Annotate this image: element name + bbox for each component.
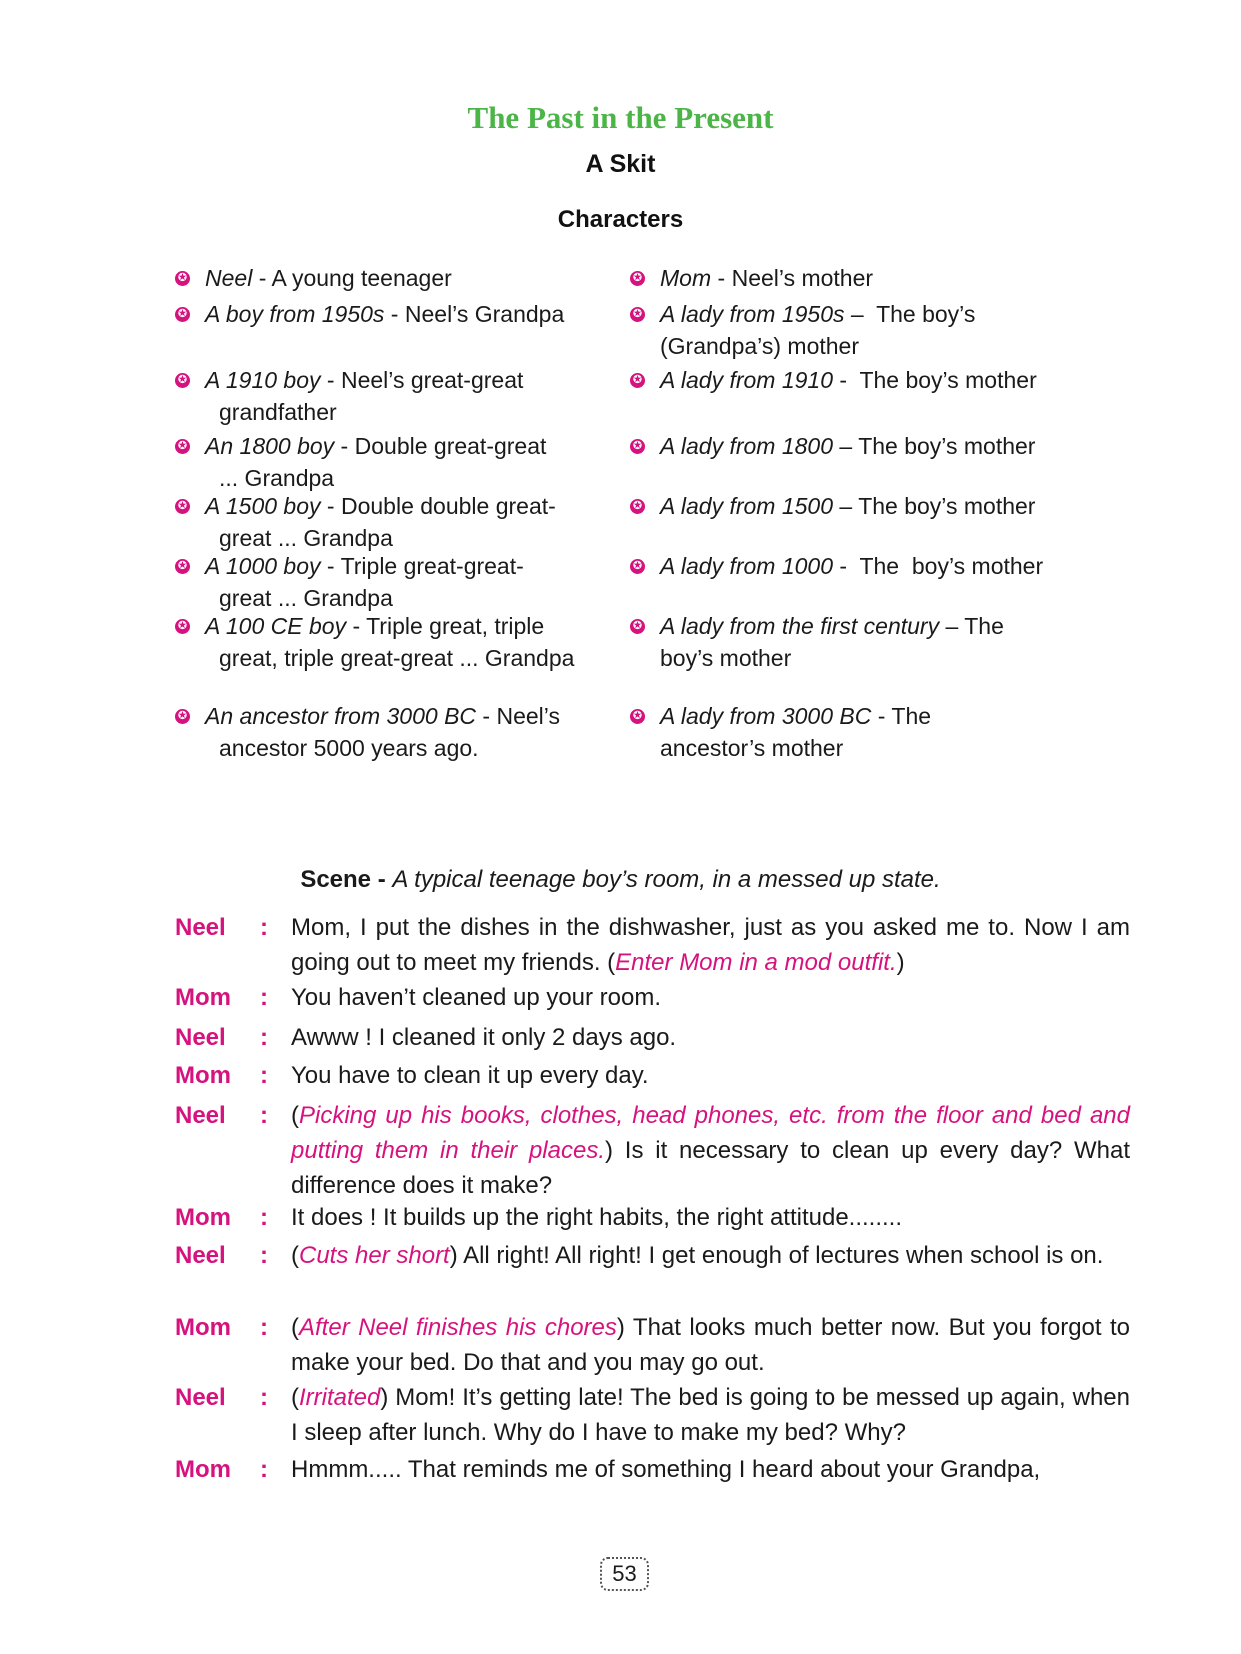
character-description: Double double great-	[340, 493, 556, 519]
separator: -	[334, 433, 355, 459]
spoken-text: )	[896, 949, 905, 976]
character-description-continued: ancestor’s mother	[660, 735, 844, 761]
character-description: The	[964, 613, 1004, 639]
spoken-text: You haven’t cleaned up your room.	[291, 984, 662, 1011]
dialogue-line	[175, 910, 1130, 980]
star-bullet-icon: ✪	[630, 373, 645, 388]
character-entry	[630, 550, 1110, 582]
dialogue-text	[291, 1098, 1130, 1203]
character-name: A lady from 1910	[660, 367, 834, 393]
character-name: A 1500 boy	[205, 493, 321, 519]
separator: –	[844, 301, 877, 327]
dialogue-line	[175, 1452, 1130, 1487]
spoken-text: ) That looks much better now. But you forgot to make your bed. Do that and you may go out.	[291, 1314, 1131, 1376]
star-bullet-icon: ✪	[630, 439, 645, 454]
character-name: An 1800 boy	[205, 433, 335, 459]
spoken-text: ) All right! All right! I get enough of lectures when school is on.	[449, 1242, 1104, 1269]
dialogue-line	[175, 1310, 1130, 1380]
character-description: Triple great-great-	[340, 553, 524, 579]
character-name: A lady from 3000 BC	[660, 703, 872, 729]
star-bullet-icon: ✪	[630, 499, 645, 514]
character-description: The boy’s mother	[858, 433, 1036, 459]
stage-direction: Cuts her short	[299, 1242, 450, 1269]
separator: -	[871, 703, 892, 729]
character-description-continued: great ... Grandpa	[219, 585, 393, 611]
speaker-name: Neel	[175, 1384, 226, 1411]
character-name: A lady from 1000	[660, 553, 834, 579]
star-bullet-icon: ✪	[175, 619, 190, 634]
separator: -	[252, 265, 272, 291]
separator: –	[939, 613, 965, 639]
character-entry	[175, 262, 595, 294]
character-name: A lady from 1500	[660, 493, 834, 519]
character-name: A 1000 boy	[205, 553, 321, 579]
speaker-name: Mom	[175, 1062, 231, 1089]
star-bullet-icon: ✪	[175, 307, 190, 322]
star-bullet-icon: ✪	[175, 271, 190, 286]
character-description-continued: great ... Grandpa	[219, 525, 393, 551]
dialogue-text	[291, 1452, 1130, 1487]
character-entry	[630, 490, 1110, 522]
stage-direction: Irritated	[299, 1384, 381, 1411]
character-description-continued: great, triple great-great ... Grandpa	[219, 645, 575, 671]
character-entry	[175, 298, 595, 330]
dialogue-text	[291, 1200, 1130, 1235]
character-description: Neel’s great-great	[340, 367, 524, 393]
separator: -	[833, 553, 860, 579]
character-entry	[175, 430, 595, 494]
character-name: A 1910 boy	[205, 367, 321, 393]
character-entry	[630, 262, 1110, 294]
star-bullet-icon: ✪	[630, 307, 645, 322]
speaker-name: Neel	[175, 1242, 226, 1269]
character-entry	[175, 610, 595, 674]
character-entry	[630, 430, 1110, 462]
characters-heading: Characters	[557, 206, 684, 233]
dialogue-line	[175, 1380, 1130, 1450]
character-entry	[630, 364, 1110, 396]
dialogue-text	[291, 1058, 1130, 1093]
character-description: The boy’s mother	[859, 367, 1037, 393]
dialogue-line	[175, 1058, 1130, 1093]
separator: –	[833, 433, 859, 459]
page-number: 53	[600, 1557, 649, 1591]
character-description: The	[891, 703, 932, 729]
character-name: A boy from 1950s	[205, 301, 385, 327]
speaker-colon: :	[260, 1062, 268, 1089]
dialogue-line	[175, 980, 1130, 1015]
skit-subtitle: A Skit	[585, 150, 656, 178]
character-name: Mom	[660, 265, 712, 291]
character-description: Double great-great	[354, 433, 547, 459]
character-description: The boy’s	[876, 301, 976, 327]
stage-direction: Picking up his books, clothes, head phones, etc. from the floor and bed and putting them in their places.	[291, 1102, 1130, 1164]
spoken-text: Hmmm..... That reminds me of something I heard about your Grandpa,	[291, 1456, 1041, 1483]
speaker-colon: :	[260, 1384, 268, 1411]
dialogue-text	[291, 1020, 1130, 1055]
character-name: A lady from 1800	[660, 433, 834, 459]
speaker-colon: :	[260, 1204, 268, 1231]
speaker-name: Neel	[175, 1024, 226, 1051]
separator: -	[384, 301, 405, 327]
star-bullet-icon: ✪	[630, 559, 645, 574]
speaker-name: Mom	[175, 984, 231, 1011]
spoken-text: (	[291, 1242, 299, 1269]
character-description: A young teenager	[271, 265, 452, 291]
character-name: Neel	[205, 265, 253, 291]
dialogue-text	[291, 910, 1130, 980]
spoken-text: (	[291, 1314, 299, 1341]
dialogue-text	[291, 980, 1130, 1015]
character-entry	[630, 700, 1110, 764]
star-bullet-icon: ✪	[175, 559, 190, 574]
star-bullet-icon: ✪	[175, 439, 190, 454]
separator: -	[833, 367, 860, 393]
character-description: The boy’s mother	[859, 553, 1044, 579]
stage-direction: After Neel finishes his chores	[299, 1314, 617, 1341]
character-name: A lady from 1950s	[660, 301, 845, 327]
character-description-continued: (Grandpa’s) mother	[660, 333, 859, 359]
spoken-text: (	[291, 1384, 299, 1411]
separator: –	[833, 493, 859, 519]
stage-direction: Enter Mom in a mod outfit.	[615, 949, 897, 976]
scene-text: A typical teenage boy’s room, in a messed up state.	[392, 866, 941, 893]
star-bullet-icon: ✪	[175, 373, 190, 388]
character-description: Triple great, triple	[366, 613, 545, 639]
scene-description	[0, 866, 1241, 894]
star-bullet-icon: ✪	[175, 709, 190, 724]
speaker-colon: :	[260, 1102, 268, 1129]
character-name: A 100 CE boy	[205, 613, 347, 639]
speaker-colon: :	[260, 914, 268, 941]
separator: -	[711, 265, 732, 291]
speaker-colon: :	[260, 1456, 268, 1483]
separator: -	[476, 703, 497, 729]
dialogue-line	[175, 1020, 1130, 1055]
scene-label: Scene -	[300, 866, 393, 893]
page-title: The Past in the Present	[467, 100, 774, 135]
separator: -	[320, 493, 341, 519]
star-bullet-icon: ✪	[630, 619, 645, 634]
character-description-continued: boy’s mother	[660, 645, 792, 671]
dialogue-text	[291, 1238, 1130, 1273]
spoken-text: It does ! It builds up the right habits, the right attitude........	[291, 1204, 903, 1231]
speaker-name: Mom	[175, 1204, 231, 1231]
spoken-text: ) Mom! It’s getting late! The bed is going to be messed up again, when I sleep after lunch. Why do I have to make my bed? Why?	[291, 1384, 1130, 1446]
dialogue-line	[175, 1098, 1130, 1203]
character-name: A lady from the first century	[660, 613, 940, 639]
star-bullet-icon: ✪	[630, 709, 645, 724]
character-entry	[175, 364, 595, 428]
character-description: The boy’s mother	[858, 493, 1036, 519]
speaker-name: Neel	[175, 914, 226, 941]
character-description-continued: grandfather	[219, 399, 337, 425]
spoken-text: Awww ! I cleaned it only 2 days ago.	[291, 1024, 677, 1051]
star-bullet-icon: ✪	[630, 271, 645, 286]
character-description: Neel’s	[496, 703, 560, 729]
character-description: Neel’s mother	[731, 265, 874, 291]
spoken-text: (	[291, 1102, 299, 1129]
spoken-text: You have to clean it up every day.	[291, 1062, 649, 1089]
spoken-text: ) Is it necessary to clean up every day? What difference does it make?	[291, 1137, 1131, 1199]
dialogue-line	[175, 1238, 1130, 1273]
speaker-name: Mom	[175, 1456, 231, 1483]
separator: -	[320, 553, 341, 579]
speaker-colon: :	[260, 1242, 268, 1269]
star-bullet-icon: ✪	[175, 499, 190, 514]
character-entry	[630, 610, 1110, 674]
character-entry	[175, 490, 595, 554]
speaker-colon: :	[260, 1314, 268, 1341]
character-description-continued: ... Grandpa	[219, 465, 335, 491]
speaker-colon: :	[260, 984, 268, 1011]
speaker-name: Neel	[175, 1102, 226, 1129]
speaker-name: Mom	[175, 1314, 231, 1341]
separator: -	[346, 613, 367, 639]
character-entry	[630, 298, 1110, 362]
spoken-text: Mom, I put the dishes in the dishwasher, just as you asked me to. Now I am going out to meet my friends. (	[291, 914, 1130, 976]
dialogue-text	[291, 1310, 1130, 1380]
dialogue-text	[291, 1380, 1130, 1450]
character-entry	[175, 700, 595, 764]
character-description-continued: ancestor 5000 years ago.	[219, 735, 479, 761]
speaker-colon: :	[260, 1024, 268, 1051]
dialogue-line	[175, 1200, 1130, 1235]
character-description: Neel’s Grandpa	[404, 301, 565, 327]
character-entry	[175, 550, 595, 614]
separator: -	[320, 367, 341, 393]
character-name: An ancestor from 3000 BC	[205, 703, 477, 729]
